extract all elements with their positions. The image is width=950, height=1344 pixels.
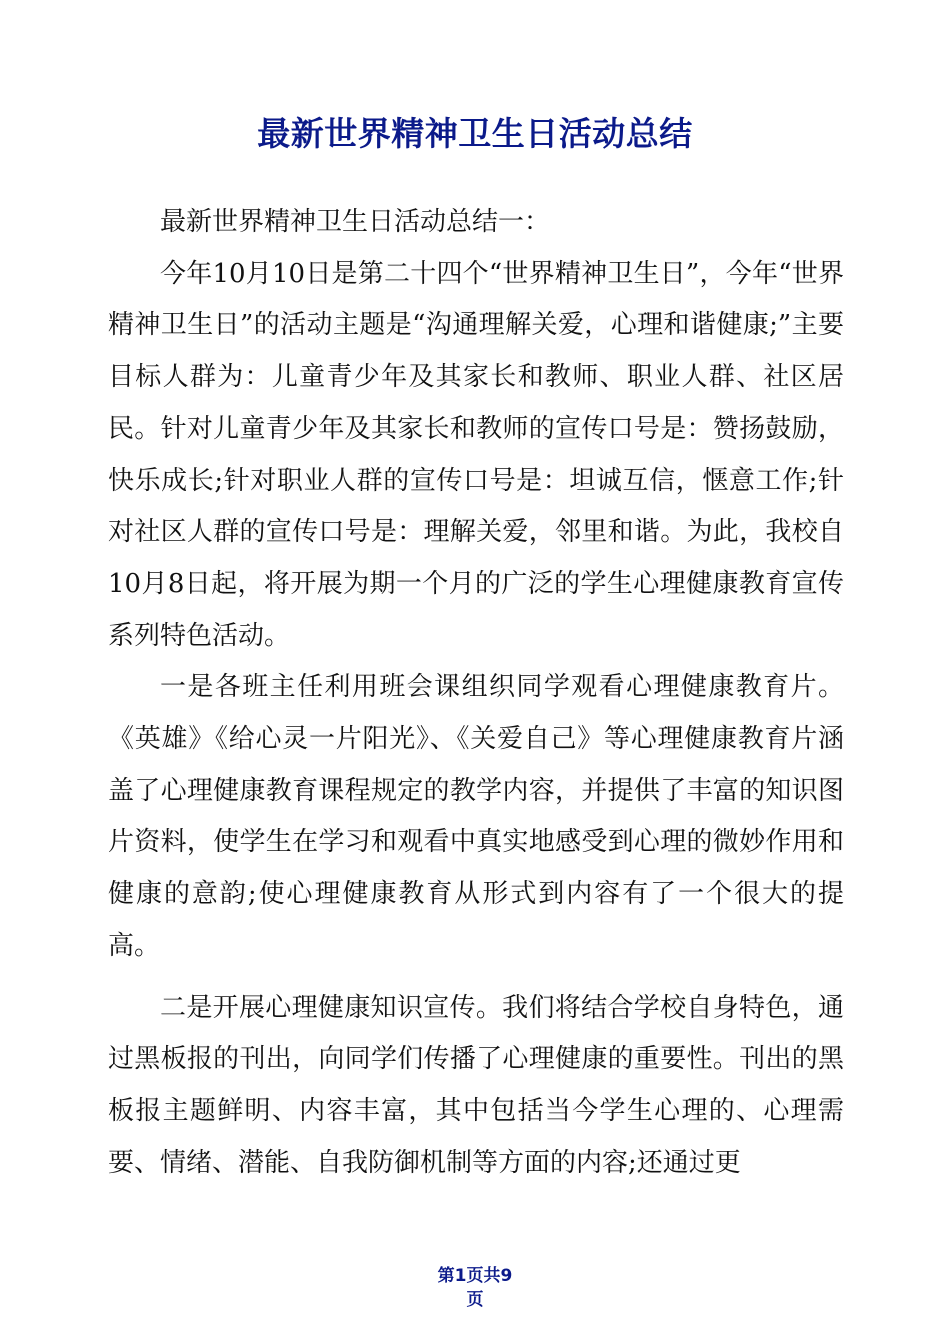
page-number-line-suffix: 页: [466, 1290, 484, 1310]
paragraph-heading: 最新世界精神卫生日活动总结一：: [160, 207, 551, 237]
paragraph: 今年10月10日是第二十四个“世界精神卫生日”，今年“世界精神卫生日”的活动主题是“沟通理解关爱，心理和谐健康;”主要目标人群为：儿童青少年及其家长和教师、职业人群、社区居民。针对儿童青少年及其家长和教师的宣传口号是：赞扬鼓励，快乐成长;针对职业人群的宣传口号是：坦诚互信，惬意工作;针对社区人群的宣传口号是：理解关爱，邻里和谐。为此，我校自10月8日起，将开展为期一个月的广泛的学生心理健康教育宣传系列特色活动。: [108, 258, 844, 651]
page-number-footer: [0, 1264, 950, 1312]
document-body: [108, 197, 844, 1189]
paragraph: 二是开展心理健康知识宣传。我们将结合学校自身特色，通过黑板报的刊出，向同学们传播了心理健康的重要性。刊出的黑板报主题鲜明、内容丰富，其中包括当今学生心理的、心理需要、情绪、潜能、自我防御机制等方面的内容;还通过更: [108, 992, 844, 1178]
paragraph: 一是各班主任利用班会课组织同学观看心理健康教育片。《英雄》《给心灵一片阳光》、《关爱自己》等心理健康教育片涵盖了心理健康教育课程规定的教学内容，并提供了丰富的知识图片资料，使学生在学习和观看中真实地感受到心理的微妙作用和健康的意韵;使心理健康教育从形式到内容有了一个很大的提高。: [108, 672, 844, 961]
document-title: 最新世界精神卫生日活动总结: [257, 114, 693, 153]
page-number-line: 第1页共9: [437, 1266, 513, 1286]
